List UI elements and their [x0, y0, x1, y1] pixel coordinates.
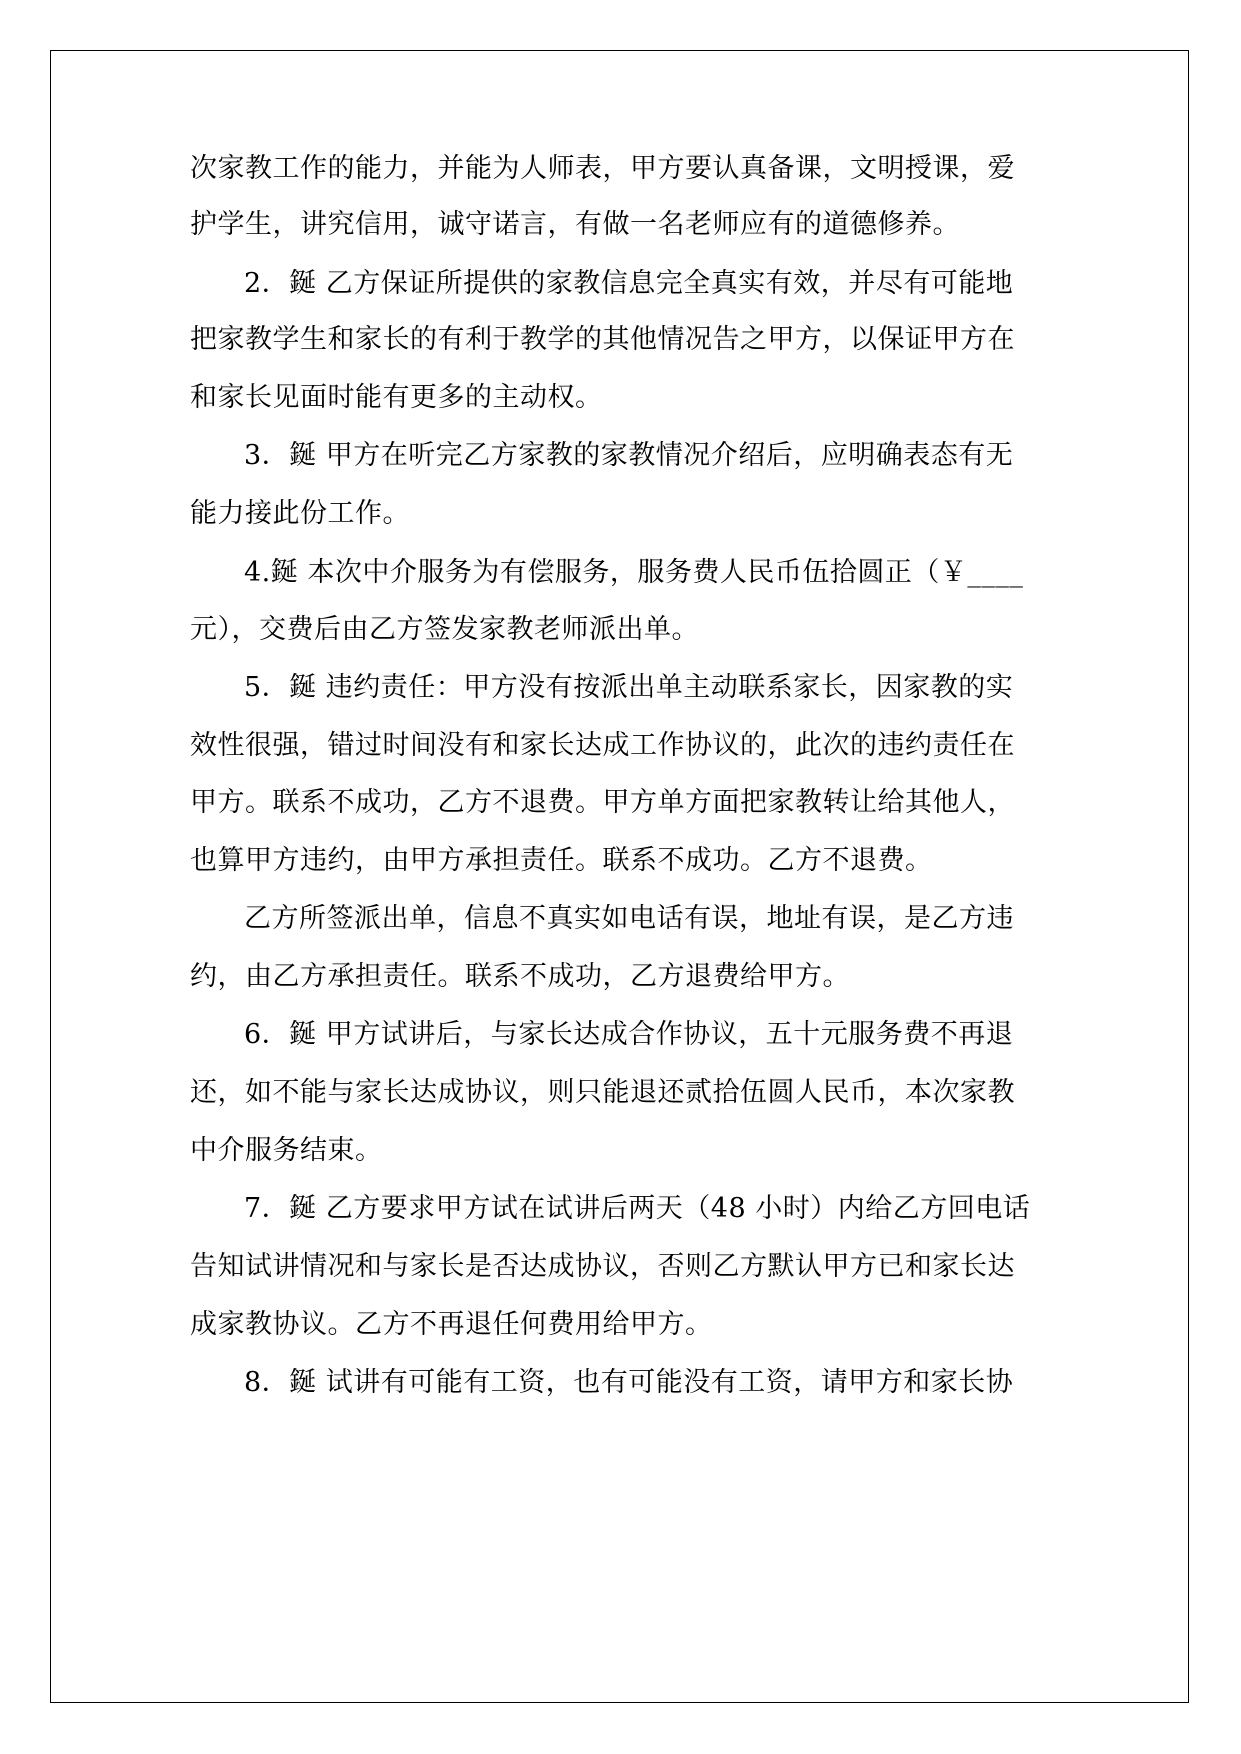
- text-line: 效性很强，错过时间没有和家长达成工作协议的，此次的违约责任在: [190, 730, 1015, 761]
- clause-7-line: 7．鋋 乙方要求甲方试在试讲后两天（48 小时）内给乙方回电话: [244, 1193, 1031, 1224]
- clause-4-line: 4.鋋 本次中介服务为有偿服务，服务费人民币伍拾圆正（￥____: [244, 557, 1024, 588]
- text-line: 护学生，讲究信用，诚守诺言，有做一名老师应有的道德修养。: [190, 209, 960, 240]
- text-line: 中介服务结束。: [190, 1135, 383, 1166]
- paragraph-line: 乙方所签派出单，信息不真实如电话有误，地址有误，是乙方违: [244, 903, 1014, 934]
- clause-5-line: 5．鋋 违约责任：甲方没有按派出单主动联系家长，因家教的实: [244, 672, 1014, 703]
- text-line: 约，由乙方承担责任。联系不成功，乙方退费给甲方。: [190, 961, 850, 992]
- clause-6-line: 6．鋋 甲方试讲后，与家长达成合作协议，五十元服务费不再退: [244, 1019, 1014, 1050]
- text-line: 成家教协议。乙方不再退任何费用给甲方。: [190, 1309, 713, 1340]
- text-line: 和家长见面时能有更多的主动权。: [190, 382, 603, 413]
- text-line: 告知试讲情况和与家长是否达成协议，否则乙方默认甲方已和家长达: [190, 1251, 1015, 1282]
- text-line: 元），交费后由乙方签发家教老师派出单。: [190, 614, 699, 645]
- text-line: 还，如不能与家长达成协议，则只能退还贰拾伍圆人民币，本次家教: [190, 1077, 1015, 1108]
- clause-8-line: 8．鋋 试讲有可能有工资，也有可能没有工资，请甲方和家长协: [244, 1367, 1014, 1398]
- text-line: 也算甲方违约，由甲方承担责任。联系不成功。乙方不退费。: [190, 845, 933, 876]
- text-line: 甲方。联系不成功，乙方不退费。甲方单方面把家教转让给其他人，: [190, 787, 1015, 818]
- clause-2-line: 2．鋋 乙方保证所提供的家教信息完全真实有效，并尽有可能地: [244, 268, 1014, 299]
- text-line: 把家教学生和家长的有利于教学的其他情况告之甲方，以保证甲方在: [190, 324, 1015, 355]
- text-line: 次家教工作的能力，并能为人师表，甲方要认真备课，文明授课，爱: [190, 153, 1015, 184]
- clause-3-line: 3．鋋 甲方在听完乙方家教的家教情况介绍后，应明确表态有无: [244, 440, 1014, 471]
- text-line: 能力接此份工作。: [190, 498, 410, 529]
